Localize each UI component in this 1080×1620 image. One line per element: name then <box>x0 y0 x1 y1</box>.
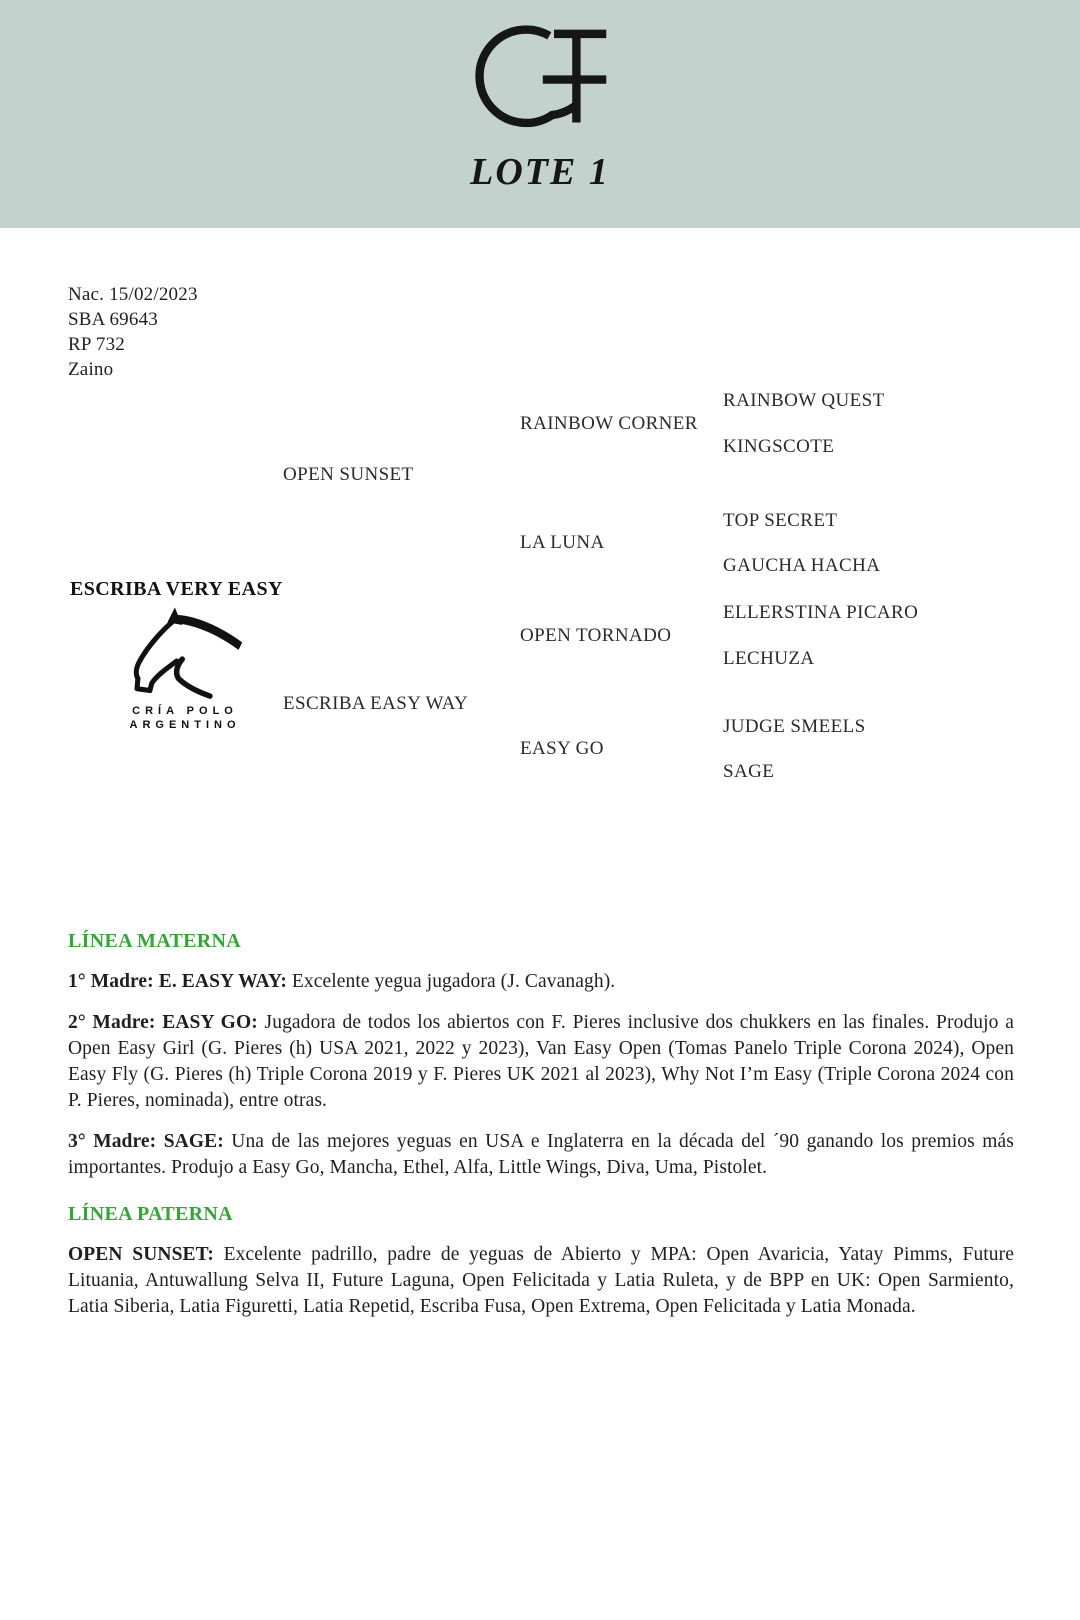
sire-text: Excelente padrillo, padre de yeguas de Abierto y MPA: Open Avaricia, Yatay Pimms, Future Lituania, Antuwallung Selva II, Future Laguna, Open Felicitada y Latia Ruleta, y de BPP en UK: Open Sarmiento, Latia Siberia, Latia Figuretti, Latia Repetid, Escriba Fusa, Open Extrema, Open Felicitada y Latia Monada. <box>68 1244 1015 1317</box>
pedigree-gen4-4: GAUCHA HACHA <box>723 555 881 576</box>
cf-monogram-logo <box>465 18 615 130</box>
linea-materna-heading: LÍNEA MATERNA <box>68 930 241 952</box>
horse-head-icon <box>125 606 245 704</box>
pedigree-dam-dam: EASY GO <box>520 738 604 759</box>
pedigree-dam: ESCRIBA EASY WAY <box>283 693 469 714</box>
sire-label: OPEN SUNSET: <box>68 1244 214 1265</box>
pedigree-subject: ESCRIBA VERY EASY <box>70 578 283 600</box>
first-dam-label: 1° Madre: E. EASY WAY: <box>68 971 287 992</box>
first-dam-text: Excelente yegua jugadora (J. Cavanagh). <box>286 971 616 992</box>
info-coat-color: Zaino <box>68 359 114 380</box>
sire-paragraph <box>68 1242 1014 1320</box>
second-dam-paragraph <box>68 1010 1014 1114</box>
pedigree-gen4-6: LECHUZA <box>723 648 815 669</box>
text-sections <box>68 930 1014 1335</box>
lot-title: LOTE 1 <box>470 151 610 193</box>
second-dam-text: Jugadora de todos los abiertos con F. Pieres inclusive dos chukkers en las finales. Produjo a Open Easy Girl (G. Pieres (h) USA 2021, 2022 y 2023), Van Easy Open (Tomas Panelo Triple Corona 2024), Open Easy Fly (G. Pieres (h) Triple Corona 2019 y F. Pieres UK 2021 al 2023), Why Not I’m Easy (Triple Corona 2024 con P. Pieres, nominada), entre otras. <box>68 1012 1014 1111</box>
info-rp-number: RP 732 <box>68 334 125 355</box>
pedigree-gen4-2: KINGSCOTE <box>723 436 835 457</box>
third-dam-text: Una de las mejores yeguas en USA e Inglaterra en la década del ´90 ganando los premios más importantes. Produjo a Easy Go, Mancha, Ethel, Alfa, Little Wings, Diva, Uma, Pistolet. <box>68 1131 1014 1178</box>
horse-info-block <box>68 282 198 382</box>
pedigree-gen4-5: ELLERSTINA PICARO <box>723 602 919 623</box>
pedigree-sire-dam: LA LUNA <box>520 532 605 553</box>
pedigree-gen4-1: RAINBOW QUEST <box>723 390 885 411</box>
pedigree-gen4-7: JUDGE SMEELS <box>723 716 866 737</box>
cria-polo-argentino-logo <box>122 606 248 732</box>
header-band <box>0 0 1080 228</box>
info-birthdate: Nac. 15/02/2023 <box>68 284 198 305</box>
logo-text-line2: ARGENTINO <box>129 719 241 731</box>
pedigree-sire: OPEN SUNSET <box>283 464 414 485</box>
third-dam-label: 3° Madre: SAGE: <box>68 1131 224 1152</box>
info-sba-number: SBA 69643 <box>68 309 158 330</box>
third-dam-paragraph <box>68 1129 1014 1181</box>
second-dam-label: 2° Madre: EASY GO: <box>68 1012 258 1033</box>
logo-text-line1: CRÍA POLO <box>132 705 238 717</box>
pedigree-gen4-8: SAGE <box>723 761 775 782</box>
first-dam-paragraph <box>68 969 1014 995</box>
pedigree-sire-sire: RAINBOW CORNER <box>520 413 698 434</box>
pedigree-gen4-3: TOP SECRET <box>723 510 838 531</box>
linea-paterna-heading: LÍNEA PATERNA <box>68 1203 233 1225</box>
pedigree-dam-sire: OPEN TORNADO <box>520 625 672 646</box>
